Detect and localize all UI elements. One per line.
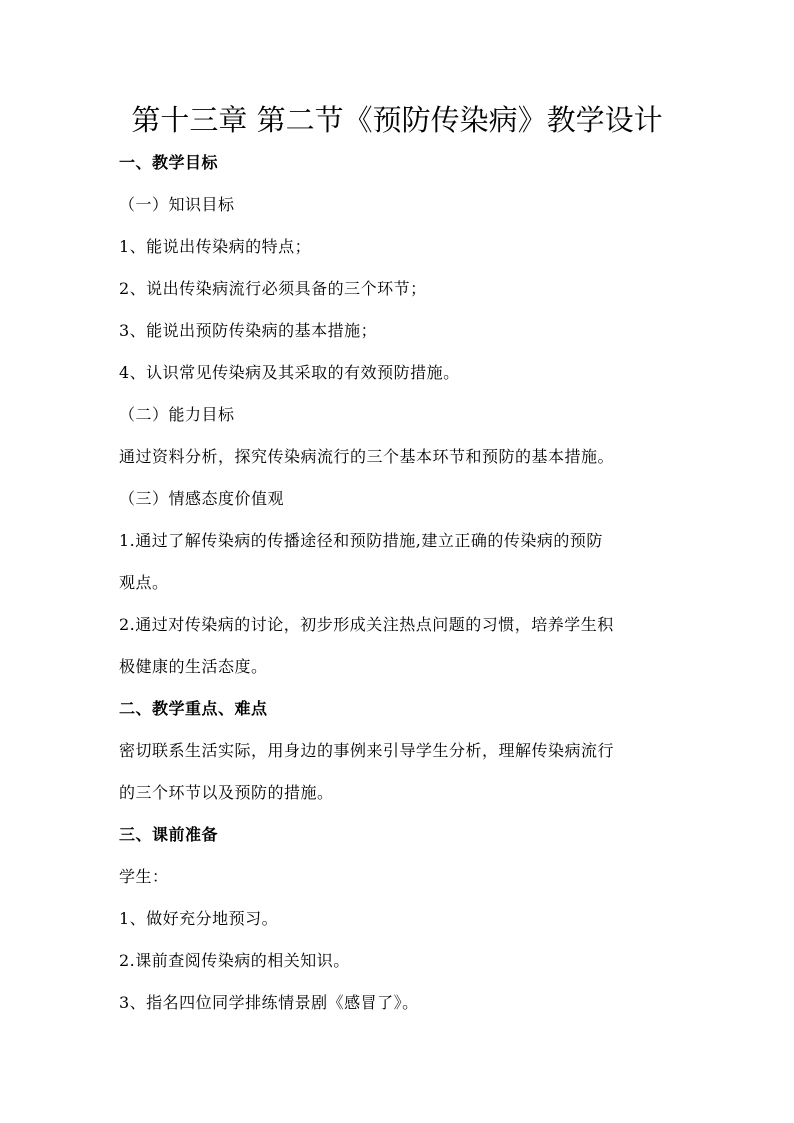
subsection-heading: （一）知识目标 bbox=[119, 195, 235, 214]
document-title: 第十三章 第二节《预防传染病》教学设计 bbox=[131, 103, 663, 137]
paragraph-line: 1、能说出传染病的特点； bbox=[119, 237, 312, 256]
paragraph-line: 2.课前查阅传染病的相关知识。 bbox=[119, 951, 350, 970]
paragraph-line: 极健康的生活态度。 bbox=[119, 657, 268, 676]
subsection-heading: （二）能力目标 bbox=[119, 405, 235, 424]
section-heading: 二、教学重点、难点 bbox=[119, 699, 268, 718]
subsection-heading: （三）情感态度价值观 bbox=[119, 489, 285, 508]
section-heading: 三、课前准备 bbox=[119, 825, 219, 844]
paragraph-line: 观点。 bbox=[119, 573, 169, 592]
paragraph-line: 通过资料分析，探究传染病流行的三个基本环节和预防的基本措施。 bbox=[119, 447, 615, 466]
paragraph-line: 3、能说出预防传染病的基本措施； bbox=[119, 321, 378, 340]
paragraph-line: 1、做好充分地预习。 bbox=[119, 909, 279, 928]
section-heading: 一、教学目标 bbox=[119, 153, 219, 172]
paragraph-line: 3、指名四位同学排练情景剧《感冒了》。 bbox=[119, 993, 419, 1012]
paragraph-line: 学生： bbox=[119, 867, 169, 886]
document-body bbox=[119, 142, 689, 1024]
paragraph-line: 1.通过了解传染病的传播途径和预防措施,建立正确的传染病的预防 bbox=[119, 531, 603, 550]
paragraph-line: 的三个环节以及预防的措施。 bbox=[119, 783, 334, 802]
paragraph-line: 2.通过对传染病的讨论，初步形成关注热点问题的习惯，培养学生积 bbox=[119, 615, 614, 634]
paragraph-line: 密切联系生活实际，用身边的事例来引导学生分析，理解传染病流行 bbox=[119, 741, 615, 760]
paragraph-line: 4、认识常见传染病及其采取的有效预防措施。 bbox=[119, 363, 460, 382]
paragraph-line: 2、说出传染病流行必须具备的三个环节； bbox=[119, 279, 427, 298]
